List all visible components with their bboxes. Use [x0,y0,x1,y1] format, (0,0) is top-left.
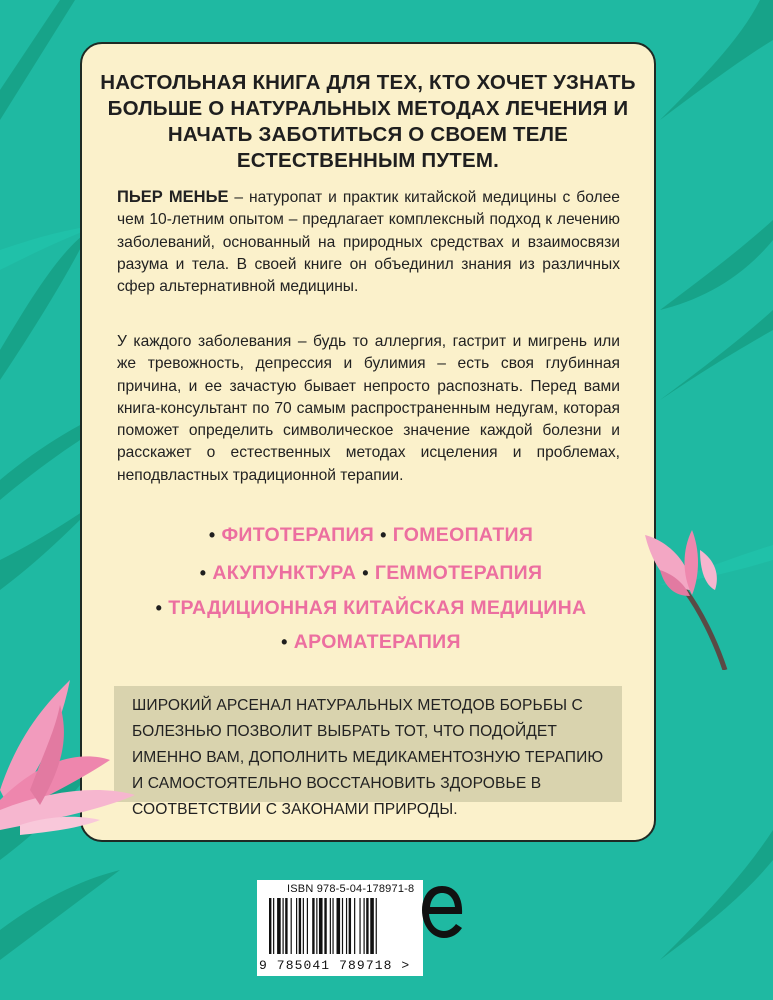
barcode-bar [370,898,374,954]
barcode-digits: 9 785041 789718 > [259,958,411,973]
barcode-bar [324,898,326,954]
barcode-bar [366,898,368,954]
barcode-bar [291,898,292,954]
methods-line-3 [100,597,636,620]
bullet-icon: • [380,525,387,545]
barcode-bar [285,898,287,954]
bullet-icon: • [362,563,369,583]
magnolia-flower-icon [630,530,730,670]
barcode-bar [296,898,297,954]
methods-line-4 [100,631,636,654]
grass-leaf-icon [660,0,773,120]
barcode-bar [349,898,351,954]
barcode-bar [303,898,304,954]
author-name: ПЬЕР МЕНЬЕ [117,188,229,206]
method-item: ГЕММОТЕРАПИЯ [374,562,543,584]
barcode-bar [330,898,331,954]
barcode-bar [354,898,355,954]
barcode-bar [283,898,284,954]
method-item: ГОМЕОПАТИЯ [392,524,534,546]
summary-text: ШИРОКИЙ АРСЕНАЛ НАТУРАЛЬНЫХ МЕТОДОВ БОРЬБЫ С БОЛЕЗНЬЮ ПОЗВОЛИТ ВЫБРАТЬ ТОТ, ЧТО ПОДОЙДЕТ ИМЕННО ВАМ, ДОПОЛНИТЬ МЕДИКАМЕНТОЗНУЮ ТЕРАПИЮ И САМОСТОЯТЕЛЬНО ВОССТАНОВИТЬ ЗДОРОВЬЕ В СООТВЕТСТВИИ С ЗАКОНАМИ ПРИРОДЫ. [132,697,604,818]
barcode-bar [273,898,274,954]
barcode-bar [359,898,360,954]
method-item: АРОМАТЕРАПИЯ [293,631,461,653]
method-item: АКУПУНКТУРА [212,562,357,584]
barcode-bar [342,898,343,954]
barcode-bar [332,898,333,954]
headline: НАСТОЛЬНАЯ КНИГА ДЛЯ ТЕХ, КТО ХОЧЕТ УЗНАТЬ БОЛЬШЕ О НАТУРАЛЬНЫХ МЕТОДАХ ЛЕЧЕНИЯ И НАЧАТЬ ЗАБОТИТЬСЯ О СВОЕМ ТЕЛЕ ЕСТЕСТВЕННЫМ ПУТЕМ. [100,71,636,172]
grass-leaf-icon [660,220,773,310]
bullet-icon: • [281,632,288,652]
bullet-icon: • [199,563,207,583]
bullet-icon: • [208,525,216,545]
barcode-bars [267,898,413,954]
description-paragraph: У каждого заболевания – будь то аллергия, гастрит и мигрень или же тревожность, депрессия и булимия – есть своя глубинная причина, и ее зачастую бывает непросто распознать. Перед вами книга-консультант по 70 самым распространенным недугам, которая поможет определить символическое значение каждой болезни и расскажет о естественных методах исцеления и проблемах, неподвластных традиционной терапии. [117,333,620,484]
bullet-icon: • [155,598,163,618]
barcode-bar [364,898,365,954]
barcode-bar [319,898,323,954]
grass-leaf-icon [0,0,75,120]
barcode-bar [307,898,308,954]
barcode-bar [312,898,314,954]
method-item: ФИТОТЕРАПИЯ [221,524,375,546]
methods-line-1 [100,524,636,547]
barcode-bar [316,898,317,954]
magnolia-flower-icon [0,670,140,840]
author-paragraph [117,186,620,298]
methods-line-2 [100,562,636,585]
barcode-bar [337,898,341,954]
isbn-text: ISBN 978-5-04-178971-8 [287,883,415,895]
barcode-bar [376,898,377,954]
publisher-logo-icon [418,880,466,946]
barcode-bar [277,898,281,954]
barcode-bar [299,898,301,954]
grass-leaf-icon [0,870,120,960]
grass-leaf-icon [660,310,773,400]
barcode-bar [346,898,347,954]
barcode [257,880,423,976]
author-bio: – натуропат и практик китайской медицины с более чем 10-летним опытом – предлагает комплексный подход к лечению заболеваний, основанный на природных средствах и взаимосвязи разума и тела. В своей книге он объединил знания из различных сфер альтернативной медицины. [117,189,620,296]
grass-leaf-icon [660,830,773,960]
barcode-bar [269,898,271,954]
method-item: ТРАДИЦИОННАЯ КИТАЙСКАЯ МЕДИЦИНА [168,597,587,619]
